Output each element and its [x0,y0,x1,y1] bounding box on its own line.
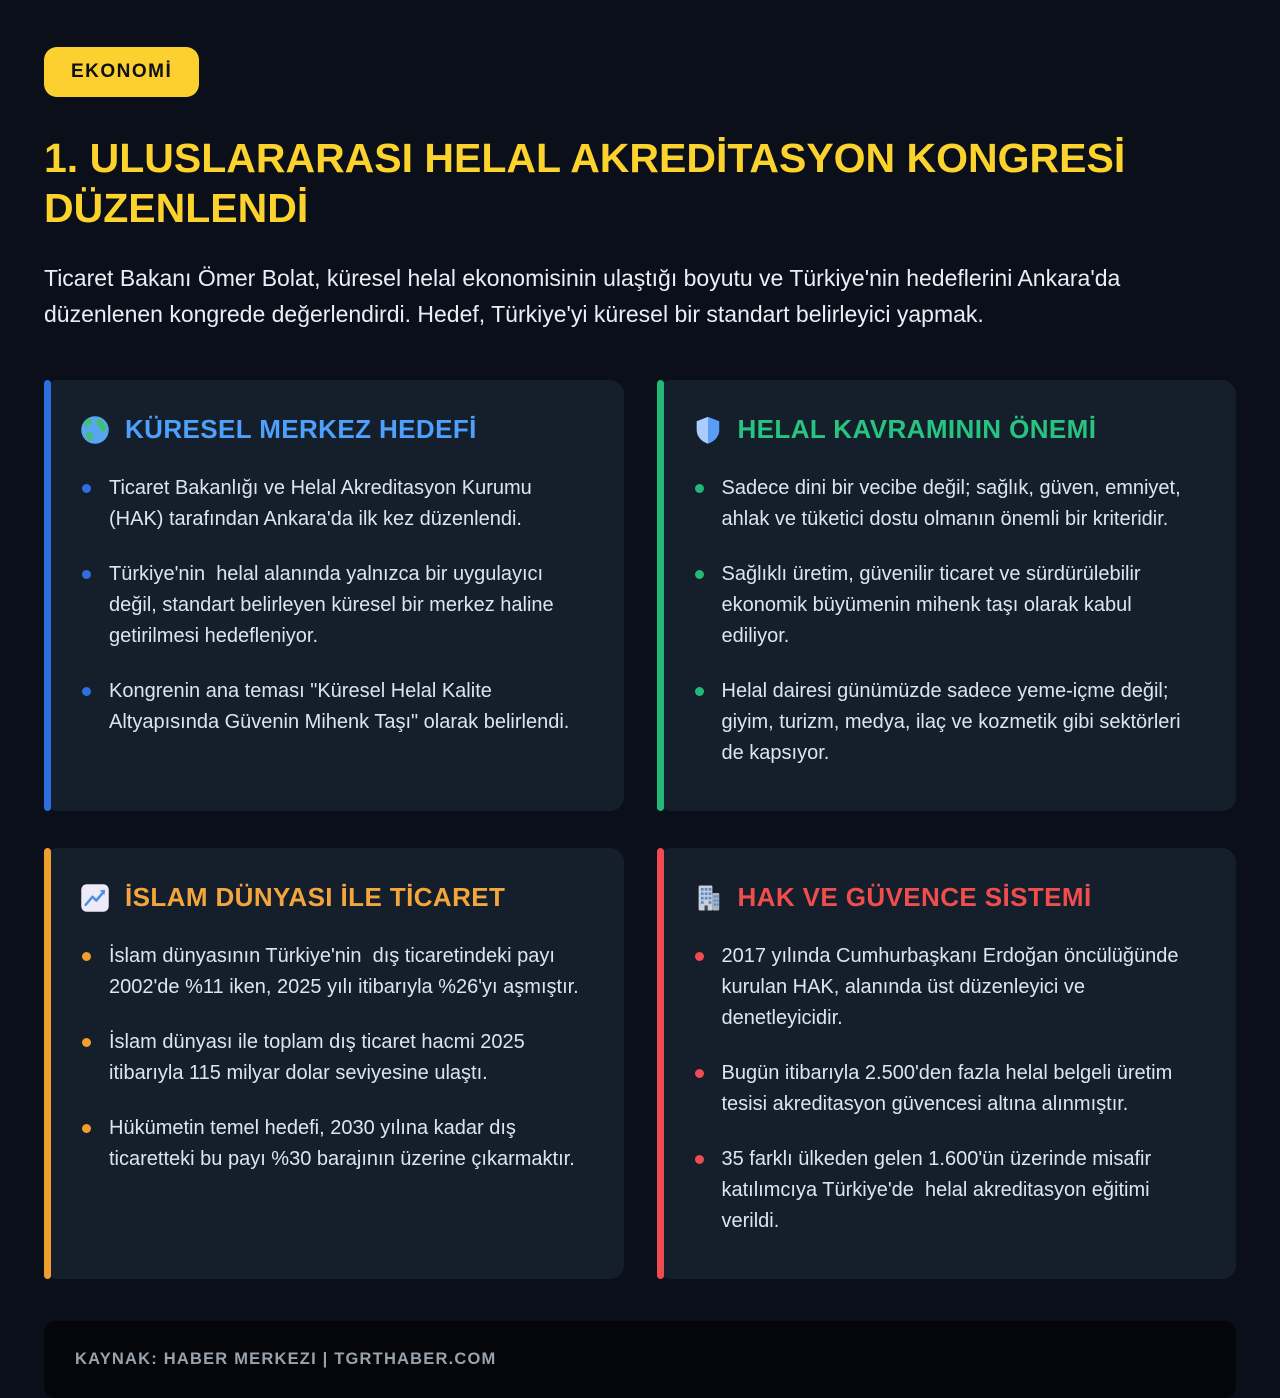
card-title: İSLAM DÜNYASI İLE TİCARET [125,882,506,913]
card-kuresel-merkez-hedefi [44,380,624,811]
chart-increasing-icon [80,883,110,913]
bullet-item: Sağlıklı üretim, güvenilir ticaret ve sürdürülebilir ekonomik büyümenin mihenk taşı olarak kabul ediliyor. [693,559,1205,652]
bullet-item: Hükümetin temel hedefi, 2030 yılına kadar dış ticaretteki bu payı %30 barajının üzerine çıkarmaktır. [80,1113,592,1175]
card-header [693,414,1205,445]
bullet-item: 2017 yılında Cumhurbaşkanı Erdoğan öncülüğünde kurulan HAK, alanında üst düzenleyici ve denetleyicidir. [693,941,1205,1034]
source-text: KAYNAK: HABER MERKEZI | TGRTHABER.COM [75,1350,497,1369]
bullet-item: Ticaret Bakanlığı ve Helal Akreditasyon Kurumu (HAK) tarafından Ankara'da ilk kez düzenlendi. [80,473,592,535]
accent-bar [657,848,664,1279]
bullet-item: Bugün itibarıyla 2.500'den fazla helal belgeli üretim tesisi akreditasyon güvencesi altına alınmıştır. [693,1058,1205,1120]
bullet-item: 35 farklı ülkeden gelen 1.600'ün üzerinde misafir katılımcıya Türkiye'de helal akreditasyon eğitimi verildi. [693,1144,1205,1237]
bullet-item: İslam dünyası ile toplam dış ticaret hacmi 2025 itibarıyla 115 milyar dolar seviyesine ulaştı. [80,1027,592,1089]
accent-bar [657,380,664,811]
accent-bar [44,380,51,811]
page-title: 1. ULUSLARARASI HELAL AKREDİTASYON KONGRESİ DÜZENLENDİ [44,135,1126,232]
bullet-list [80,941,592,1175]
card-hak-ve-guvence-sistemi [657,848,1237,1279]
shield-icon [693,415,723,445]
bullet-item: Sadece dini bir vecibe değil; sağlık, güven, emniyet, ahlak ve tüketici dostu olmanın önemli bir kriteridir. [693,473,1205,535]
card-header [80,882,592,913]
office-building-icon [693,883,723,913]
source-bar [44,1321,1236,1398]
card-header [80,414,592,445]
card-title: KÜRESEL MERKEZ HEDEFİ [125,414,477,445]
intro-paragraph: Ticaret Bakanı Ömer Bolat, küresel helal ekonomisinin ulaştığı boyutu ve Türkiye'nin hedeflerini Ankara'da düzenlenen kongrede değerlendirdi. Hedef, Türkiye'yi küresel bir standart belirleyici yapmak. [44,265,1121,327]
accent-bar [44,848,51,1279]
globe-icon [80,415,110,445]
card-title: HAK VE GÜVENCE SİSTEMİ [737,882,1092,913]
bullet-list [693,941,1205,1237]
card-grid [44,380,1236,1279]
bullet-item: Türkiye'nin helal alanında yalnızca bir uygulayıcı değil, standart belirleyen küresel bir merkez haline getirilmesi hedefleniyor. [80,559,592,652]
bullet-list [693,473,1205,769]
bullet-item: Kongrenin ana teması "Küresel Helal Kalite Altyapısında Güvenin Mihenk Taşı" olarak belirlendi. [80,676,592,738]
card-helal-kavraminin-onemi [657,380,1237,811]
bullet-list [80,473,592,738]
card-title: HELAL KAVRAMININ ÖNEMİ [737,414,1097,445]
category-badge: EKONOMİ [44,47,199,97]
bullet-item: İslam dünyasının Türkiye'nin dış ticaretindeki payı 2002'de %11 iken, 2025 yılı itibarıyla %26'yı aşmıştır. [80,941,592,1003]
card-header [693,882,1205,913]
card-islam-dunyasi-ile-ticaret [44,848,624,1279]
bullet-item: Helal dairesi günümüzde sadece yeme-içme değil; giyim, turizm, medya, ilaç ve kozmetik gibi sektörleri de kapsıyor. [693,676,1205,769]
